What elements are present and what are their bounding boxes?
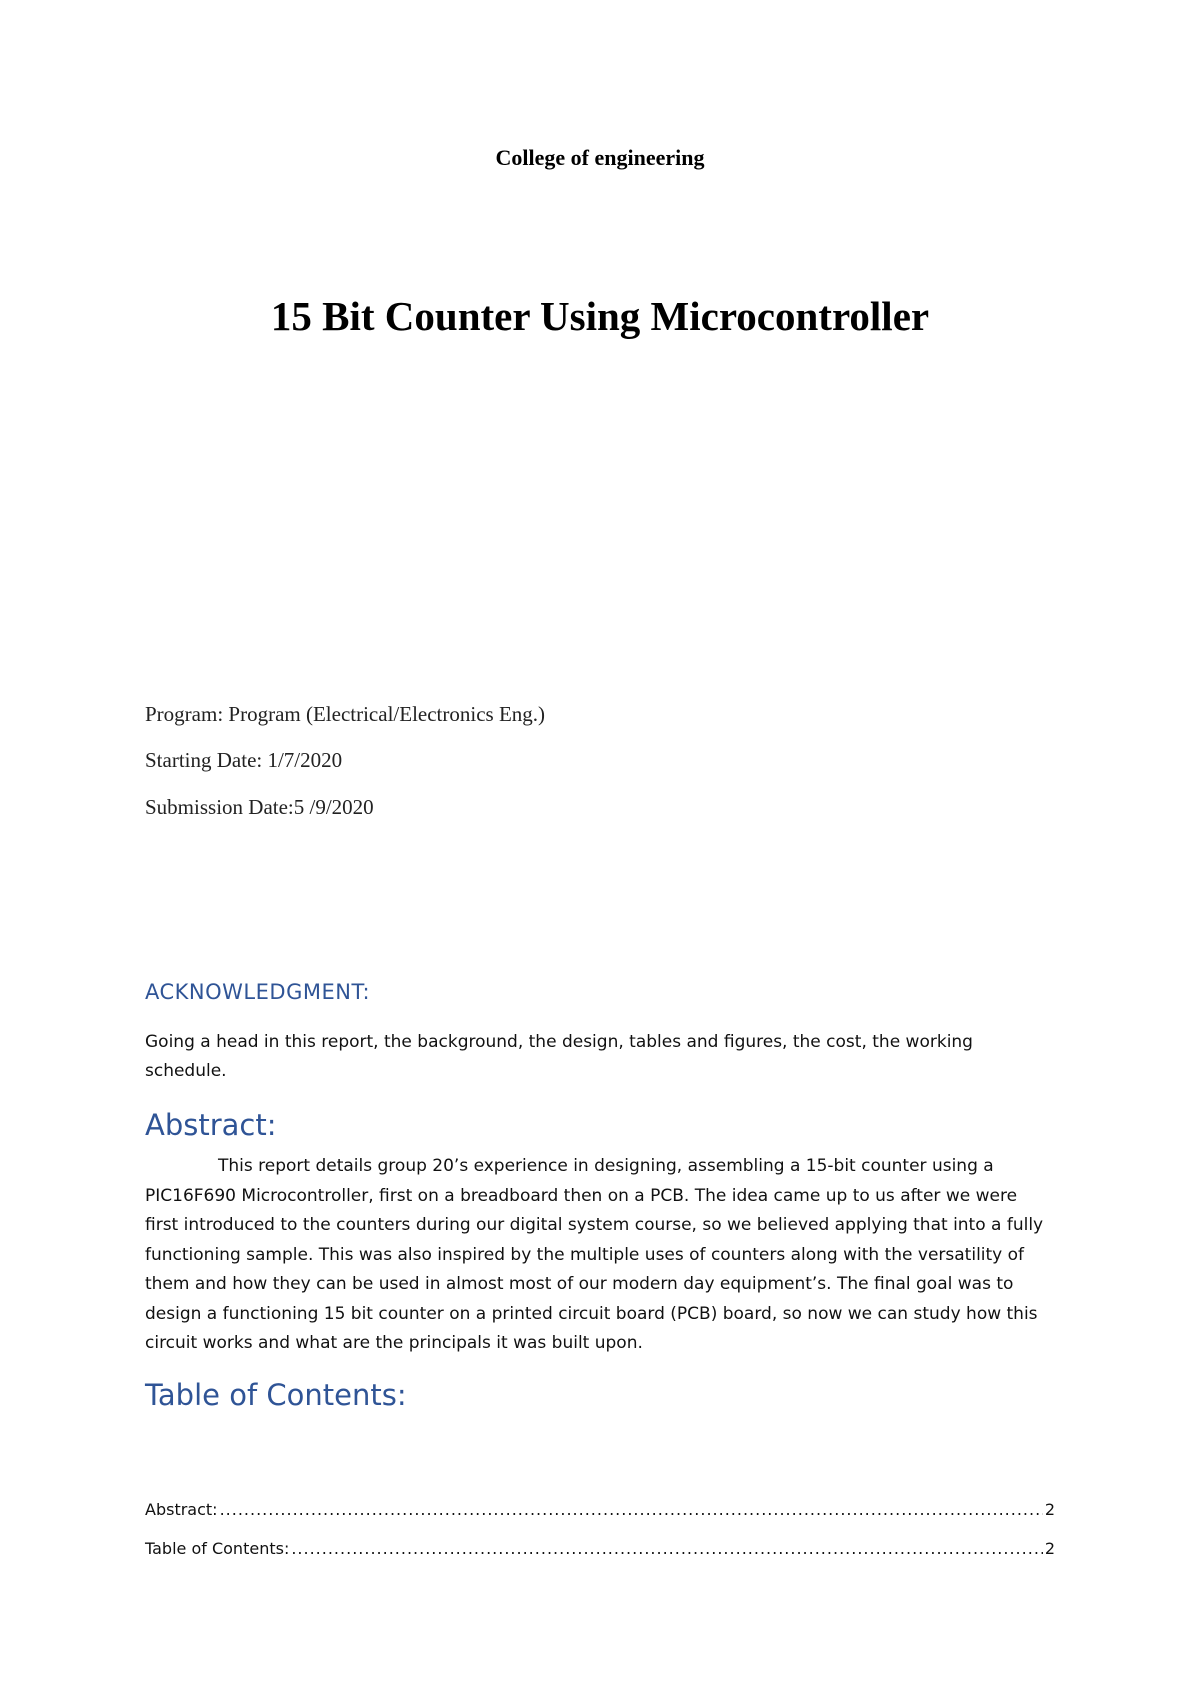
toc-entry-label: Abstract:: [145, 1500, 218, 1519]
toc-entry-label: Table of Contents:: [145, 1539, 290, 1558]
starting-date-line: Starting Date: 1/7/2020: [145, 748, 343, 772]
toc-entry-abstract[interactable]: [145, 1500, 1055, 1519]
report-title: 15 Bit Counter Using Microcontroller: [270, 293, 930, 339]
abstract-heading: Abstract:: [145, 1108, 277, 1142]
toc-leader-dots: [291, 1539, 1042, 1558]
acknowledgment-text: Going a head in this report, the background, the design, tables and figures, the cost, the working schedule.: [145, 1032, 973, 1081]
program-line: Program: Program (Electrical/Electronics Eng.): [145, 702, 546, 726]
acknowledgment-heading: ACKNOWLEDGMENT:: [145, 980, 371, 1004]
toc-leader-dots: [220, 1500, 1043, 1519]
abstract-text: This report details group 20’s experience in designing, assembling a 15-bit counter using a PIC16F690 Microcontroller, first on a breadboard then on a PCB. The idea came up to us after we were first introduced to the counters during our digital system course, so we believed applying that into a fully functioning sample. This was also inspired by the multiple uses of counters along with the versatility of them and how they can be used in almost most of our modern day equipment’s. The final goal was to design a functioning 15 bit counter on a printed circuit board (PCB) board, so now we can study how this circuit works and what are the principals it was built upon.: [145, 1156, 1044, 1353]
toc-entry-page: 2: [1044, 1500, 1055, 1519]
toc-entry-table-of-contents[interactable]: [145, 1539, 1055, 1558]
college-name: College of engineering: [495, 145, 705, 170]
toc-entry-page: 2: [1044, 1539, 1055, 1558]
toc-heading: Table of Contents:: [145, 1378, 407, 1412]
submission-date-line: Submission Date:5 /9/2020: [145, 795, 374, 819]
